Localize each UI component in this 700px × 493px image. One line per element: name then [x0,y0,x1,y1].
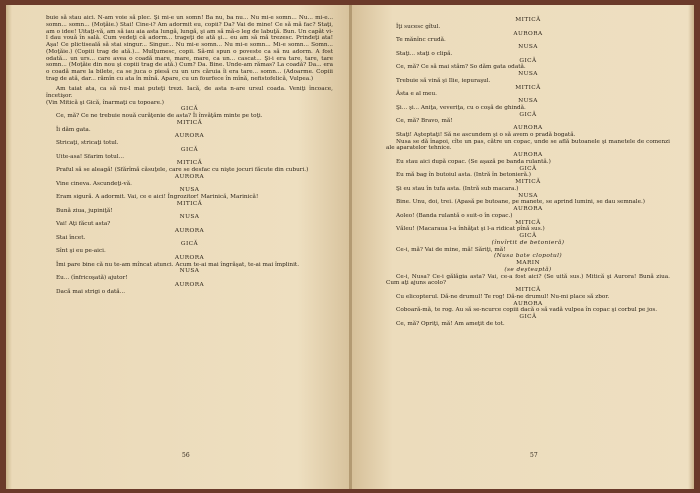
speaker-name: GICĂ [519,314,537,320]
right-page [352,5,694,489]
dialogue-line: Văleu! (Macaraua l-a înhăţat şi l-a ridicat pînă sus.) [396,226,545,233]
speaker-name: MITICĂ [176,119,203,126]
speaker-name: MITICĂ [515,219,541,226]
dialogue-line: Ce-i, mă? Vai de mine, mă! Săriţi, mă! [396,246,506,253]
dialogue-line: Ce-i, Nusa? Ce-i gălăgia asta? Vai, ce-a fost aici? (Se uită sus.) Mitică şi Aurora! Bună ziua. Cum aţi ajuns acolo? [386,273,670,287]
speaker-name: GICĂ [519,111,537,118]
dialogue-line: Ce, mă? Ce ne trebuie nouă curăţenie de asta? Îi învăţăm minte pe toţi. [56,113,263,119]
page-number-left: 56 [182,452,190,459]
speaker-name: GICĂ [180,241,199,248]
dialogue-line: Stricaţi, stricaţi totul. [56,140,119,146]
stage-direction: (se deşteaptă) [504,266,552,273]
speaker-name: AURORA [174,227,205,234]
dialogue-line: Şi eu stau în tufa asta. (Intră sub macara.) [396,185,519,192]
speaker-name: NUSA [518,192,538,199]
stage-direction: (învîrtit de betonieră) [491,239,565,246]
speaker-name: NUSA [179,268,200,275]
stage-direction: (Nusa bate clopotul) [493,253,563,260]
speaker-name: NUSA [179,214,200,221]
right-page-text [386,17,670,328]
speaker-name: AURORA [174,254,205,261]
dialogue-line: Dacă mai strigi o dată... [56,288,126,295]
speaker-name: NUSA [518,44,538,50]
speaker-name: AURORA [174,133,205,140]
dialogue-line: Bine. Unu, doi, trei. (Apasă pe butoane, pe manete, se aprind lumini, se dau semnale.) [396,199,646,206]
dialogue-line: Eu mă bag în butoiul asta. (Intră în betonieră.) [396,172,532,179]
speaker-name: AURORA [513,206,543,212]
speaker-name: GICĂ [519,233,537,239]
speaker-name: NUSA [179,187,200,194]
text-paragraph: buie să stau aici. N-am voie să plec. Şi mi-e un somn! Ba nu, ba nu... Nu mi-e somn... Nu... mi-e... somn... somn... (Moţăie.) Stai! Cine-i? Am adormit eu, copii? Da? Vai de mine! Ce să mă fac? Staţi, am o idee! Uitaţi-vă, am să iau aia asta lungă, lungă, şi am să mă-o leg de labuţă. Bun. Un capăt vi-l dau vouă în sală. Cum vedeţi că adorm... trageţi de ată şi... eu am să mă trezesc. Prindeţi ata! Aşa! Ce plictiseală să stai singur... Singur... Nu mi-e somn... Nu mi-e somn... Mi-e somn... Somn... (Moţăie.) (Copiii trag de ată.)... Mulţumesc, copii. Să-mi spun o poveste ca să nu adorm. A fost odată... un urs... care avea o coadă mare, mare, mare, ca un... cascat... Şi-i era tare, tare, tare somn... (Moţăie din nou şi copiii trag de ată.) Cum? Da. Bine. Unde-am rămas? La coadă? Da... era o coadă mare la bilete, ca se juca o piesă cu un urs căruia îi era tare... somn... (Adoarme. Copiii trag de ată, dar... rămîn cu ata în mînă. Apare, cu un fourfece în mînă, nefistofelică, Vulpea.) [46,15,333,82]
speaker-name: MITICĂ [515,84,541,91]
dialogue-line: Vai! Aţi făcut asta? [56,221,111,227]
speaker-name: GICĂ [519,57,537,64]
speaker-name: AURORA [513,152,543,158]
speaker-name: MARIN [516,260,540,266]
dialogue-line: Vine cineva. Ascundeţi-vă. [56,180,132,187]
left-page-text [46,15,333,295]
dialogue-line: Stai încet. [56,234,86,241]
dialogue-line: Eram sigură. A adormit. Vai, ce e aici! Îngrozitor! Marinică, Marinică! [56,194,259,200]
speaker-name: AURORA [513,30,543,37]
dialogue-line: Ce, mă? Bravo, mă! [396,118,453,125]
dialogue-line: Ăsta e al meu. [396,91,437,98]
dialogue-line: Cu elicopterul. Dă-ne drumul! Te rog! Dă-ne drumul! Nu-mi place să zbor. [396,293,610,300]
dialogue-line: Îi dăm gata. [56,126,91,133]
dialogue-line: Îmi pare bine că nu te-am mîncat atunci. Acum te-ai mai îngrăşat, te-ai mai împlinit. [56,261,300,268]
speaker-name: GICĂ [180,106,199,113]
speaker-name: MITICĂ [176,160,203,167]
speaker-name: MITICĂ [515,179,541,185]
dialogue-line: Şi... şi... Aniţa, veveriţa, cu o coşă de ghindă. [396,104,526,111]
text-paragraph: (Vin Mitică şi Gică, înarmaţi cu topoare.) [46,99,164,106]
dialogue-line: Uite-asa! Sfarim totul... [56,153,125,160]
page-edge-left [6,5,12,489]
speaker-name: AURORA [174,173,205,180]
speaker-name: MITICĂ [176,200,203,207]
dialogue-line: Îţi sucesc gîtul. [396,23,441,30]
speaker-name: GICĂ [180,146,199,153]
dialogue-line: Am taiat ata, ca să nu-l mai puteţi trezi. Iacă, de asta n-are ursul coada. Veniţi încoace, încetişor. [46,86,333,99]
dialogue-line: Staţi... staţi o clipă. [396,50,453,57]
dialogue-line: Nusa se dă înapoi, cîte un pas, către un copac, unde se află butoanele şi manetele de comenzi ale aparatelor tehnice. [386,138,670,152]
left-page [6,5,349,489]
page-edge-right [688,5,694,489]
dialogue-line: Coboară-mă, te rog. Au să se-ncurce copiii dacă o să vadă vulpea în copac şi corbul pe jos. [396,307,658,314]
dialogue-line: Ce, mă? Ce să mai stăm? So dăm gata odată. [396,64,526,71]
speaker-name: NUSA [518,71,538,77]
dialogue-line: Sînt şi eu pe-aici. [56,248,106,254]
speaker-name: AURORA [513,300,543,307]
dialogue-line: Bună ziua, jupiniţă! [56,207,113,214]
speaker-name: GICĂ [519,165,537,172]
page-number-right: 57 [530,452,538,459]
speaker-name: AURORA [513,125,543,131]
dialogue-line: Te mănînc crudă. [396,37,446,44]
dialogue-line: Eu... (înfricoşată) ajutor! [56,275,128,281]
open-book [6,5,694,489]
dialogue-line: Aoleo! (Banda rulantă o suit-o în copac.) [396,212,513,219]
dialogue-line: Ce, mă? Opriţi, mă! Am ameţit de tot. [396,320,505,327]
speaker-name: MITICĂ [515,17,541,23]
dialogue-line: Staţi! Aşteptaţi! Să ne ascundem şi o să avem o pradă bogată. [396,131,576,138]
speaker-name: NUSA [518,98,538,104]
dialogue-line: Eu stau aici după copac. (Se aşază pe banda rulantă.) [396,158,551,165]
dialogue-line: Praful să se aleagă! (Sfărîmă căsuţele, care se desfac cu nişte jocuri făcute din cuburi.) [56,167,309,173]
dialogue-line: Trebuie să vină şi Ilie, iepuraşul. [396,77,491,84]
speaker-name: MITICĂ [515,287,541,293]
speaker-name: AURORA [174,281,205,288]
